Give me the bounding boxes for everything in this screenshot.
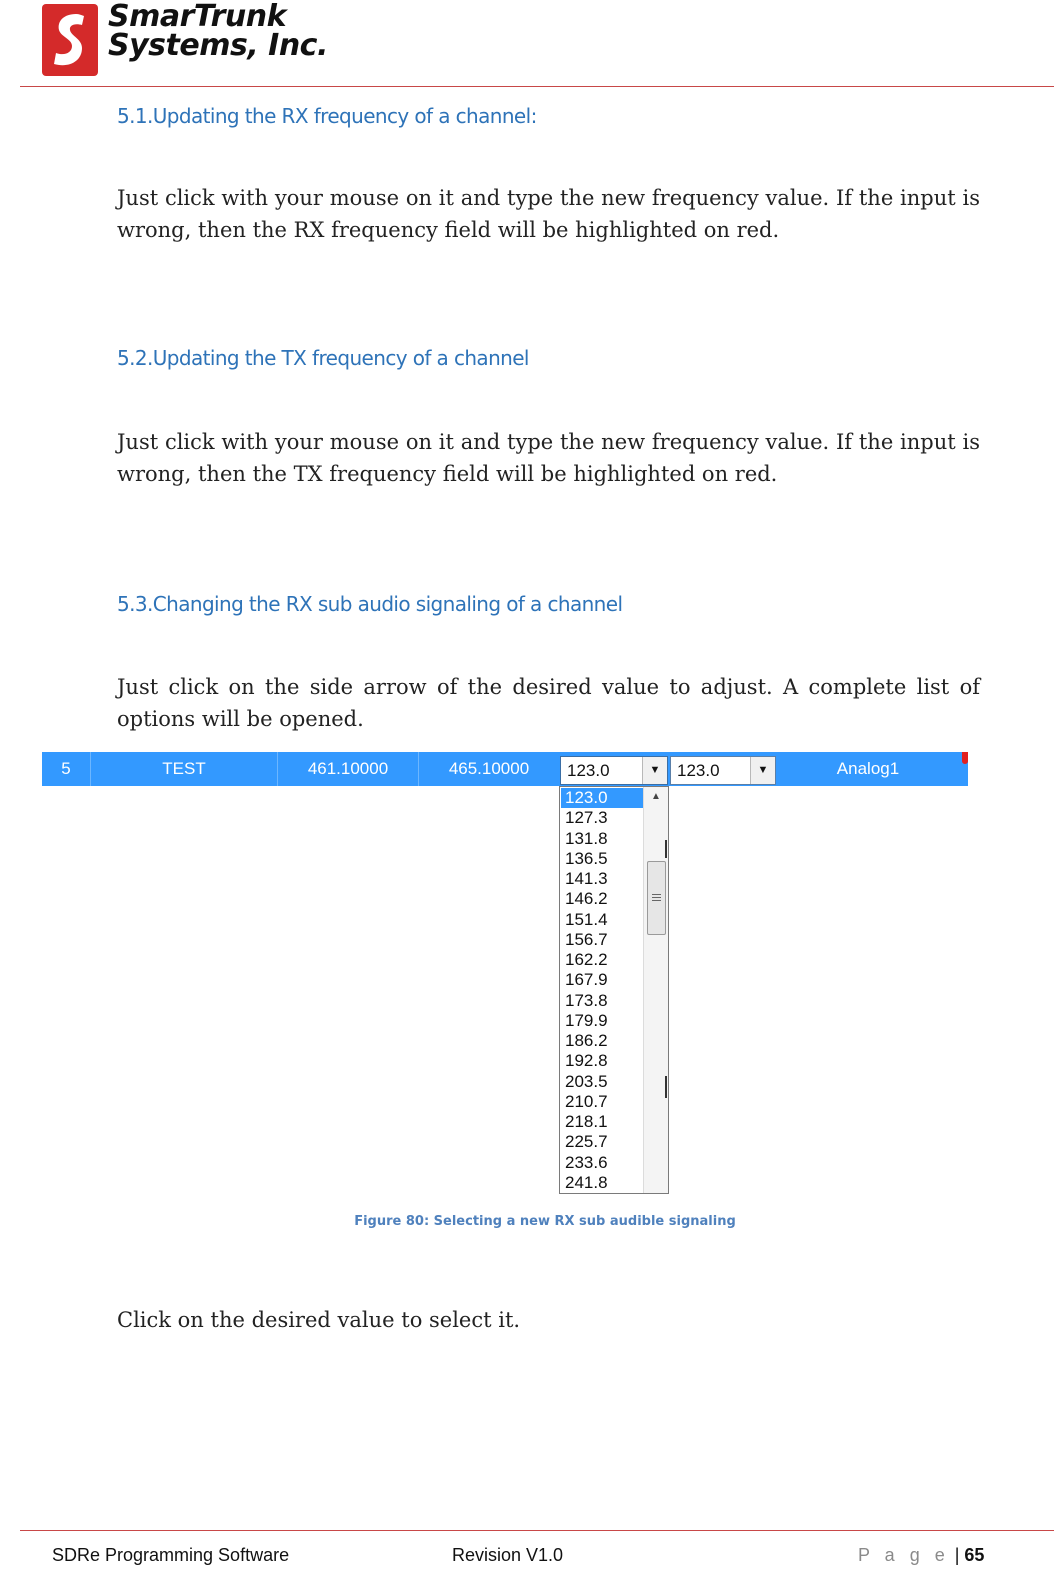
header-divider	[20, 86, 1054, 87]
channel-mode[interactable]: Analog1	[836, 759, 900, 778]
column-border-fragment	[665, 1076, 667, 1098]
section-body-5-2: Just click with your mouse on it and type the new frequency value. If the input is wrong, then the TX frequency field will be highlighted on red.	[117, 430, 980, 486]
grip-icon	[652, 894, 661, 895]
dropdown-option[interactable]: 186.2	[565, 1031, 608, 1050]
footer-doc-title: SDRe Programming Software	[52, 1545, 290, 1565]
section-title: Changing the RX sub audio signaling of a channel	[152, 592, 623, 616]
tx-sub-audio-combo[interactable]	[670, 756, 776, 785]
dropdown-option[interactable]: 146.2	[565, 889, 608, 909]
section-heading-5-1	[117, 104, 537, 128]
section-number: 5.1.	[117, 104, 153, 128]
dropdown-option[interactable]: 203.5	[565, 1071, 608, 1091]
dropdown-arrow-icon[interactable]: ▼	[750, 757, 775, 784]
dropdown-option[interactable]: 123.0	[561, 788, 643, 808]
dropdown-option[interactable]: 225.7	[565, 1132, 608, 1152]
dropdown-option[interactable]: 127.3	[565, 808, 608, 828]
dropdown-option[interactable]: 151.4	[565, 909, 608, 929]
rx-frequency-field[interactable]: 461.10000	[307, 759, 389, 778]
footer-page-word: P a g e	[858, 1545, 950, 1565]
figure-caption: Figure 80: Selecting a new RX sub audible signaling	[354, 1214, 736, 1229]
row-marker-icon	[962, 752, 968, 764]
section-heading-5-2	[117, 346, 529, 370]
channel-row[interactable]	[42, 752, 968, 786]
dropdown-option[interactable]: 167.9	[565, 970, 608, 990]
section-heading-5-3	[117, 592, 622, 616]
scrollbar-thumb[interactable]	[647, 861, 666, 935]
dropdown-option[interactable]: 241.8	[565, 1172, 608, 1192]
channel-name[interactable]: TEST	[162, 759, 206, 778]
rx-sub-audio-value: 123.0	[567, 761, 610, 780]
closing-paragraph: Click on the desired value to select it.	[117, 1308, 521, 1332]
section-body-5-1: Just click with your mouse on it and type the new frequency value. If the input is wrong, then the RX frequency field will be highlighted on red.	[117, 186, 980, 242]
column-border-fragment	[665, 840, 667, 858]
dropdown-option[interactable]: 156.7	[565, 929, 608, 949]
section-title: Updating the TX frequency of a channel	[152, 346, 529, 370]
footer-page: P a g e | 65	[858, 1545, 985, 1565]
footer-divider	[20, 1530, 1054, 1531]
logo-s-icon	[42, 4, 98, 76]
company-logo	[42, 4, 98, 76]
section-number: 5.2.	[117, 346, 153, 370]
rx-sub-audio-dropdown-list[interactable]	[559, 786, 669, 1194]
dropdown-option[interactable]: 233.6	[565, 1152, 608, 1172]
tx-sub-audio-value: 123.0	[677, 761, 720, 780]
company-name-line2: Systems, Inc.	[108, 28, 328, 63]
dropdown-option[interactable]: 218.1	[565, 1112, 608, 1131]
dropdown-option[interactable]: 179.9	[565, 1010, 608, 1030]
rx-sub-audio-combo[interactable]	[560, 756, 668, 785]
dropdown-option[interactable]: 192.8	[565, 1051, 608, 1071]
section-body-5-3: Just click on the side arrow of the desired value to adjust. A complete list of options will be opened.	[117, 675, 980, 731]
channel-number: 5	[61, 759, 71, 778]
section-title: Updating the RX frequency of a channel:	[152, 104, 537, 128]
dropdown-option[interactable]: 136.5	[565, 848, 608, 868]
scroll-up-arrow-icon[interactable]: ▲	[651, 791, 661, 802]
section-number: 5.3.	[117, 592, 153, 616]
dropdown-option[interactable]: 173.8	[565, 990, 608, 1010]
footer-revision: Revision V1.0	[452, 1545, 564, 1565]
dropdown-option[interactable]: 162.2	[565, 950, 608, 969]
dropdown-option[interactable]: 210.7	[565, 1091, 608, 1111]
dropdown-arrow-icon[interactable]: ▼	[642, 757, 667, 784]
dropdown-option[interactable]: 131.8	[565, 828, 608, 848]
footer-page-number: 65	[964, 1545, 985, 1565]
company-name	[108, 0, 328, 63]
tx-frequency-field[interactable]: 465.10000	[448, 759, 530, 778]
dropdown-option[interactable]: 141.3	[565, 869, 608, 888]
company-name-line1: SmarTrunk	[108, 0, 287, 34]
